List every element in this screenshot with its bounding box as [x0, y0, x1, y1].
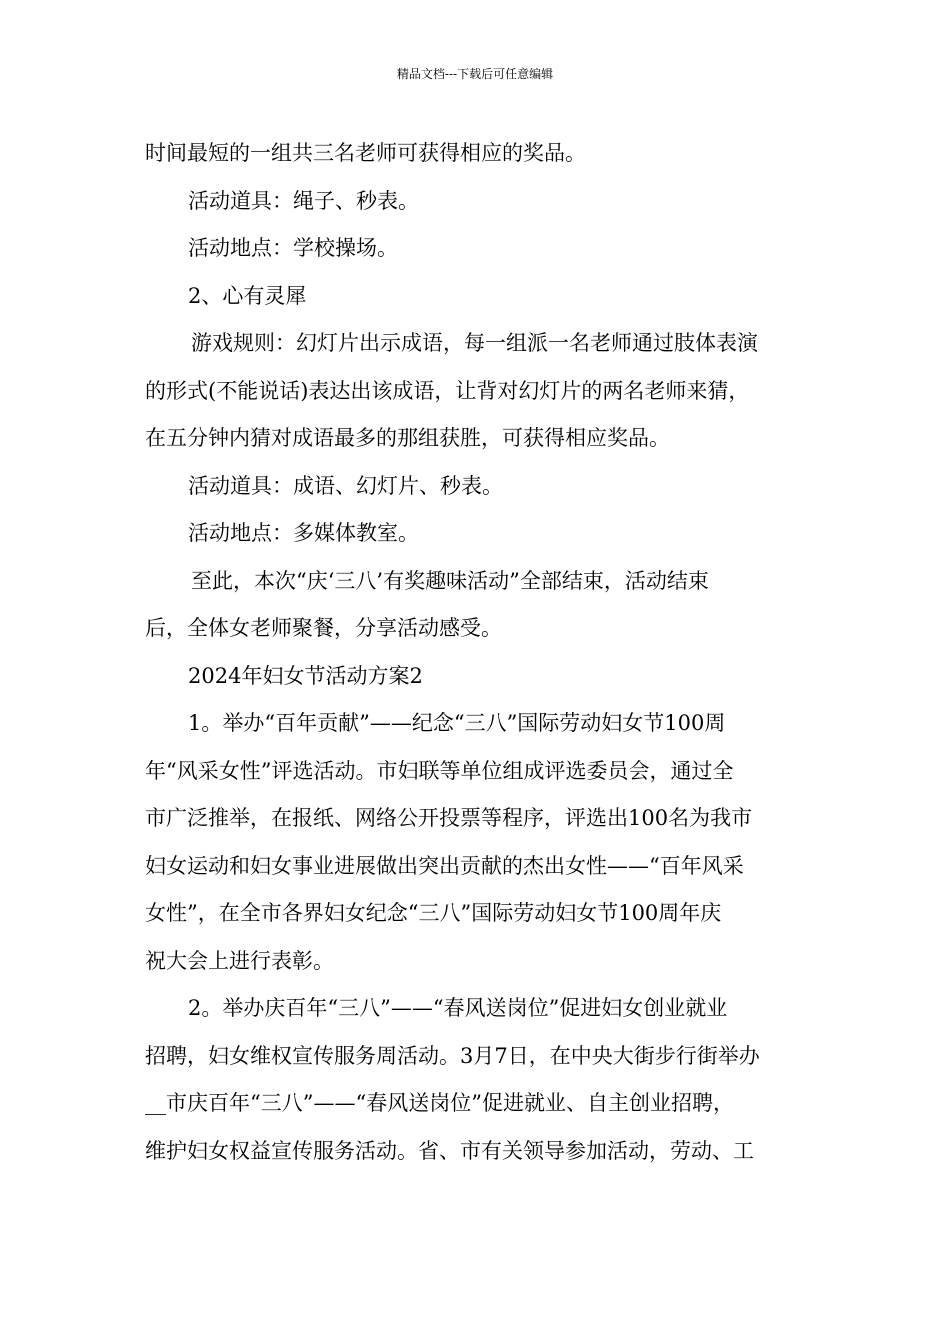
page-header: 精品文档---下载后可任意编辑: [396, 67, 554, 81]
text-line: 在五分钟内猜对成语最多的那组获胜，可获得相应奖品。: [145, 426, 670, 450]
text-line: 后，全体女老师聚餐，分享活动感受。: [145, 616, 502, 640]
text-line: 女性”，在全市各界妇女纪念“三八”国际劳动妇女节100周年庆: [145, 901, 722, 925]
text-line: 活动地点：学校操场。: [188, 236, 398, 260]
section-heading: 2、心有灵犀: [188, 283, 307, 308]
section-heading: 2024年妇女节活动方案2: [188, 663, 423, 688]
text-line: 市广泛推举，在报纸、网络公开投票等程序，评选出100名为我市: [145, 806, 753, 830]
text-line: 至此，本次“庆‘三八’有奖趣味活动”全部结束，活动结束: [191, 568, 709, 593]
text-line: 妇女运动和妇女事业进展做出突出贡献的杰出女性——“百年风采: [145, 853, 744, 878]
text-line: 的形式(不能说话)表达出该成语，让背对幻灯片的两名老师来猜，: [145, 378, 750, 403]
text-line: 活动地点：多媒体教室。: [188, 521, 419, 545]
text-line: 活动道具：绳子、秒表。: [188, 188, 419, 213]
text-line: 时间最短的一组共三名老师可获得相应的奖品。: [145, 141, 586, 165]
text-line: 游戏规则：幻灯片出示成语，每一组派一名老师通过肢体表演: [191, 331, 758, 355]
text-line: 维护妇女权益宣传服务活动。省、市有关领导参加活动，劳动、工: [145, 1138, 754, 1163]
text-line: 年“风采女性”评选活动。市妇联等单位组成评选委员会，通过全: [145, 758, 734, 783]
text-line: 祝大会上进行表彰。: [145, 948, 334, 973]
document-body: [145, 130, 825, 1175]
text-line: __市庆百年“三八”——“春风送岗位”促进就业、自主创业招聘，: [145, 1091, 734, 1115]
text-line: 招聘，妇女维权宣传服务周活动。3月7日，在中央大街步行街举办: [145, 1043, 760, 1068]
text-line: 2。举办庆百年“三八”——“春风送岗位”促进妇女创业就业: [188, 996, 728, 1020]
text-line: 活动道具：成语、幻灯片、秒表。: [188, 473, 503, 498]
text-line: 1。举办“百年贡献”——纪念“三八”国际劳动妇女节100周: [188, 711, 726, 735]
